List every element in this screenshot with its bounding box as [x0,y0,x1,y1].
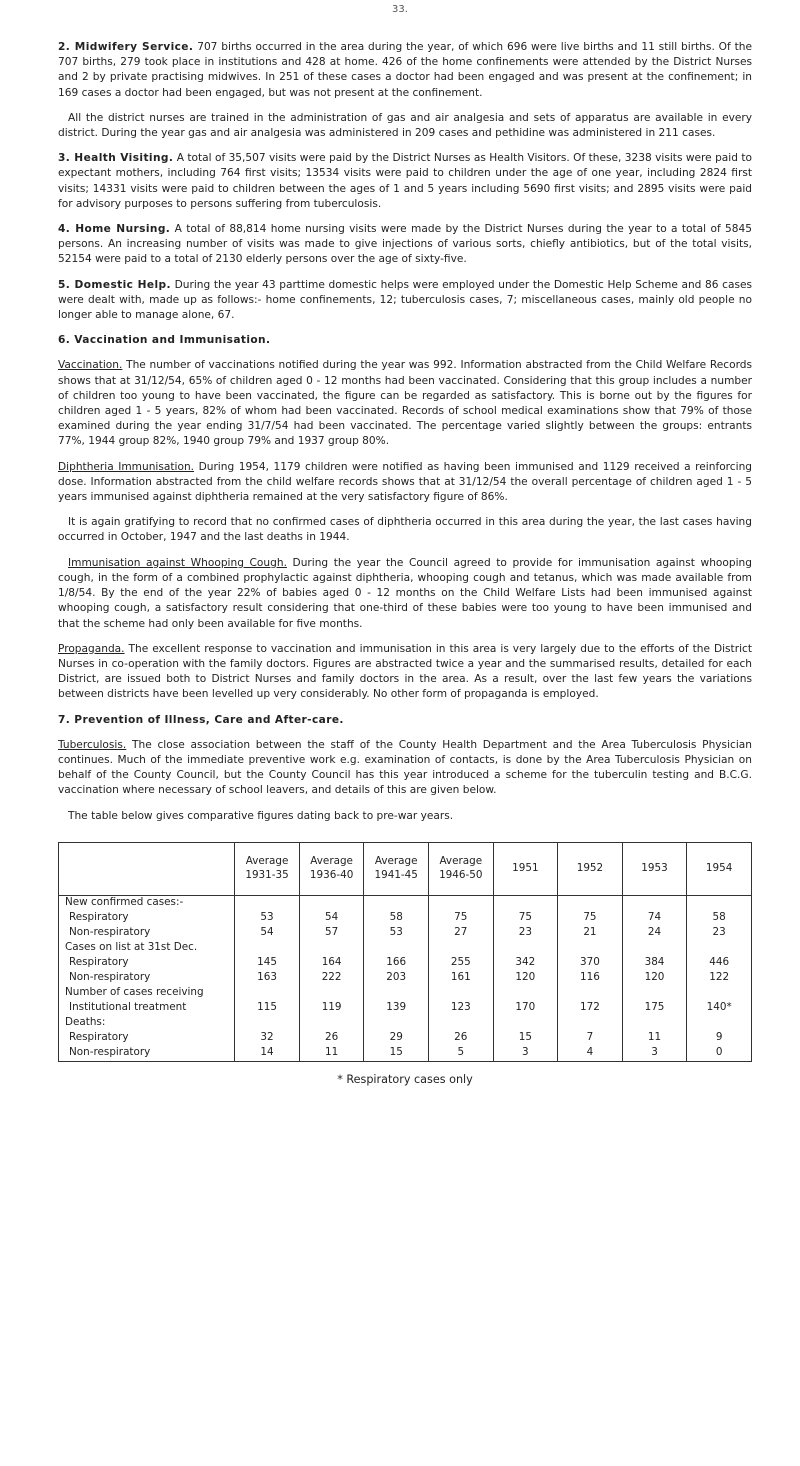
tuberculosis-table [58,842,752,1062]
vaccination-text: The number of vaccinations notified during the year was 992. Information abstracted from the Child Welfare Records shows that at 31/12/54, 65% of children aged 0 - 12 months had been vaccinated. Considering that this group includes a number of children too young to have been vaccinated, the figure can be regarded as satisfactory. This is borne out by the figures for children aged 1 - 5 years, 82% of whom had been vaccinated. Records of school medical examinations show that 79% of those examined during the year ending 31/7/54 had been vaccinated. The percentage varied slightly between the groups: entrants 77%, 1944 group 82%, 1940 group 79% and 1937 group 80%. [58,359,753,448]
cell-value: 163 [257,970,277,983]
row-label: Respiratory [69,1030,129,1043]
column-header: 1954 [687,842,752,895]
cell-value: 57 [325,925,339,938]
column-header: 1951 [493,842,558,895]
cell-value: 75 [583,910,597,923]
home-nursing-paragraph [58,222,752,268]
cell-value: 0 [715,1045,723,1058]
cell-value: 75 [454,910,468,923]
cell-value: 75 [518,910,532,923]
midwifery-text: 707 births occurred in the area during the year, of which 696 were live births and 11 still births. Of the 707 births, 279 took place in institutions and 428 at home. 426 of the home confinements were attended by the District Nurses and 2 by private practising midwives. In 251 of these cases a doctor had been engaged and was present at the confinement; in 169 cases a doctor had been engaged, but was not present at the confinement. [58,41,752,99]
vaccination-paragraph [58,358,752,449]
row-label: Non-respiratory [69,925,151,938]
cell-value: 9 [715,1030,723,1043]
row-label: Non-respiratory [69,1045,151,1058]
cell-value: 139 [386,1000,407,1013]
table-footnote: * Respiratory cases only [337,1072,473,1086]
diphtheria-text: During 1954, 1179 children were notified as having been immunised and 1129 received a reinforcing dose. Information abstracted from the child welfare records shows that at 31/12/54 the overall percentage of children aged 1 - 5 years immunised against diphtheria remained at the very satisfactory figure of 86%. [58,460,753,504]
row-label: Number of cases receiving [65,985,204,998]
vaccination-subheading: Vaccination. [58,359,123,372]
cell-value: 175 [644,1000,665,1013]
row-label: Deaths: [65,1015,106,1028]
row-label: Respiratory [69,955,129,968]
row-label: Non-respiratory [69,970,151,983]
page-content [58,40,752,1087]
cell-value: 23 [712,925,726,938]
row-label: Cases on list at 31st Dec. [65,940,198,953]
analgesia-paragraph: All the district nurses are trained in the administration of gas and air analgesia and sets of apparatus are available in every district. During the year gas and air analgesia was administered in 209 cases and pethidine was administered in 211 cases. [58,111,752,140]
table-body-row [59,895,752,1061]
cell-value: 370 [580,955,600,968]
vaccination-heading: 6. Vaccination and Immunisation. [58,334,271,347]
cell-value: 203 [386,970,407,983]
cell-value: 145 [257,955,277,968]
column-header: Average 1946-50 [428,842,493,895]
whooping-cough-paragraph [58,556,752,632]
cell-value: 3 [651,1045,658,1058]
prevention-heading: 7. Prevention of Illness, Care and After-care. [58,713,344,726]
health-visiting-text: A total of 35,507 visits were paid by the District Nurses as Health Visitors. Of these, 3238 visits were paid to expectant mothers, including 764 first visits; 13534 visits were paid to children under the age of one year, including 2824 first visits; 14331 visits were paid to children between the ages of 1 and 5 years including 5690 first visits; and 2895 visits were paid for advisory purposes to persons suffering from tuberculosis. [58,152,752,210]
cell-value: 7 [586,1030,594,1043]
cell-value: 116 [580,970,600,983]
data-column [493,895,558,1061]
cell-value: 119 [321,1000,342,1013]
cell-value: 14 [260,1045,274,1058]
table-header-row [59,842,752,895]
tuberculosis-text: The close association between the staff of the County Health Department and the Area Tuberculosis Physician continues. Much of the immediate preventive work e.g. examination of contacts, is done by the Area Tuberculosis Physician on behalf of the County Council, but the County Council has this year introduced a scheme for the tuberculin testing and B.C.G. vaccination where necessary of school leavers, and details of this are given below. [58,738,752,797]
cell-value: 120 [515,970,536,983]
table-intro: The table below gives comparative figures dating back to pre-war years. [68,809,454,822]
cell-value: 5 [457,1045,465,1058]
cell-value: 222 [321,970,342,983]
cell-value: 15 [389,1045,403,1058]
column-header: Average 1931-35 [235,842,300,895]
domestic-help-paragraph [58,278,752,324]
cell-value: 29 [389,1030,403,1043]
cell-value: 11 [325,1045,339,1058]
cell-value: 4 [586,1045,594,1058]
cell-value: 58 [712,910,726,923]
propaganda-text: The excellent response to vaccination and immunisation in this area is very largely due to the efforts of the District Nurses in co-operation with the family doctors. Figures are abstracted twice a year and the summarised results, detailed for each District, are issued both to District Nurses and family doctors in the area. As a result, over the last few years the variations between districts have been levelled up very considerably. No other form of propaganda is employed. [58,642,752,701]
diphtheria-subheading: Diphtheria Immunisation. [58,460,195,473]
whooping-cough-text: During the year the Council agreed to provide for immunisation against whooping cough, in the form of a combined prophylactic against diphtheria, whooping cough and tetanus, which was made available from 1/8/54. By the end of the year 22% of babies aged 0 - 12 months on the Child Welfare Lists had been immunised against whooping cough, a satisfactory result considering that one-third of these babies were too young to have been immunised and that the scheme had only been available for five months. [58,556,752,630]
cell-value: 384 [644,955,665,968]
cell-value: 74 [647,910,662,923]
column-header: Average 1936-40 [299,842,364,895]
home-nursing-text: A total of 88,814 home nursing visits were made by the District Nurses during the year to a total of 5845 persons. An increasing number of visits was made to give injections of various sorts, chiefly antibiotics, but of the total visits, 52154 were paid to a total of 2130 elderly persons over the age of sixty-five. [58,223,752,266]
cell-value: 161 [450,970,471,983]
cell-value: 342 [515,955,536,968]
data-column [622,895,687,1061]
home-nursing-heading: 4. Home Nursing. [58,223,171,236]
tuberculosis-paragraph [58,738,752,799]
cell-value: 120 [644,970,665,983]
cell-value: 53 [389,925,403,938]
cell-value: 11 [647,1030,662,1043]
row-label: Respiratory [69,910,129,923]
domestic-help-text: During the year 43 parttime domestic helps were employed under the Domestic Help Scheme and 86 cases were dealt with, made up as follows:- home confinements, 12; tuberculosis cases, 7; miscellaneous cases, mainly old people no longer able to manage alone, 67. [58,278,753,322]
cell-value: 172 [580,1000,600,1013]
tuberculosis-subheading: Tuberculosis. [58,738,127,751]
cell-value: 140* [706,1000,732,1013]
page-number: 33. [392,4,408,15]
data-column [364,895,429,1061]
propaganda-subheading: Propaganda. [58,642,125,655]
propaganda-paragraph [58,642,752,703]
row-label: New confirmed cases:- [65,895,184,908]
cell-value: 54 [325,910,339,923]
cell-value: 24 [647,925,662,938]
column-header: 1953 [622,842,687,895]
domestic-help-heading: 5. Domestic Help. [58,278,171,291]
cell-value: 54 [260,925,274,938]
data-column [558,895,623,1061]
cell-value: 255 [450,955,471,968]
health-visiting-paragraph [58,151,752,212]
cell-value: 3 [522,1045,529,1058]
row-labels-cell [59,895,235,1061]
data-column [235,895,300,1061]
cell-value: 27 [454,925,468,938]
row-label: Institutional treatment [69,1000,187,1013]
health-visiting-heading: 3. Health Visiting. [58,152,174,165]
diphtheria-paragraph [58,460,752,506]
cell-value: 26 [325,1030,339,1043]
whooping-cough-subheading: Immunisation against Whooping Cough. [68,556,287,569]
midwifery-heading: 2. Midwifery Service. [58,41,194,53]
cell-value: 32 [260,1030,274,1043]
cell-value: 164 [321,955,342,968]
data-column [687,895,752,1061]
cell-value: 15 [518,1030,532,1043]
data-column [299,895,364,1061]
diphtheria-record-paragraph: It is again gratifying to record that no confirmed cases of diphtheria occurred in this area during the year, the last cases having occurred in October, 1947 and the last deaths in 1944. [58,516,752,544]
cell-value: 21 [583,925,597,938]
column-header: Average 1941-45 [364,842,429,895]
column-header: 1952 [558,842,623,895]
cell-value: 166 [386,955,407,968]
cell-value: 53 [260,910,274,923]
cell-value: 58 [389,910,403,923]
table-header-blank [59,842,235,895]
cell-value: 26 [454,1030,468,1043]
data-column [428,895,493,1061]
cell-value: 446 [709,955,730,968]
cell-value: 115 [257,1000,277,1013]
cell-value: 122 [709,970,730,983]
cell-value: 170 [515,1000,536,1013]
midwifery-paragraph [58,40,752,101]
cell-value: 123 [450,1000,471,1013]
cell-value: 23 [518,925,532,938]
